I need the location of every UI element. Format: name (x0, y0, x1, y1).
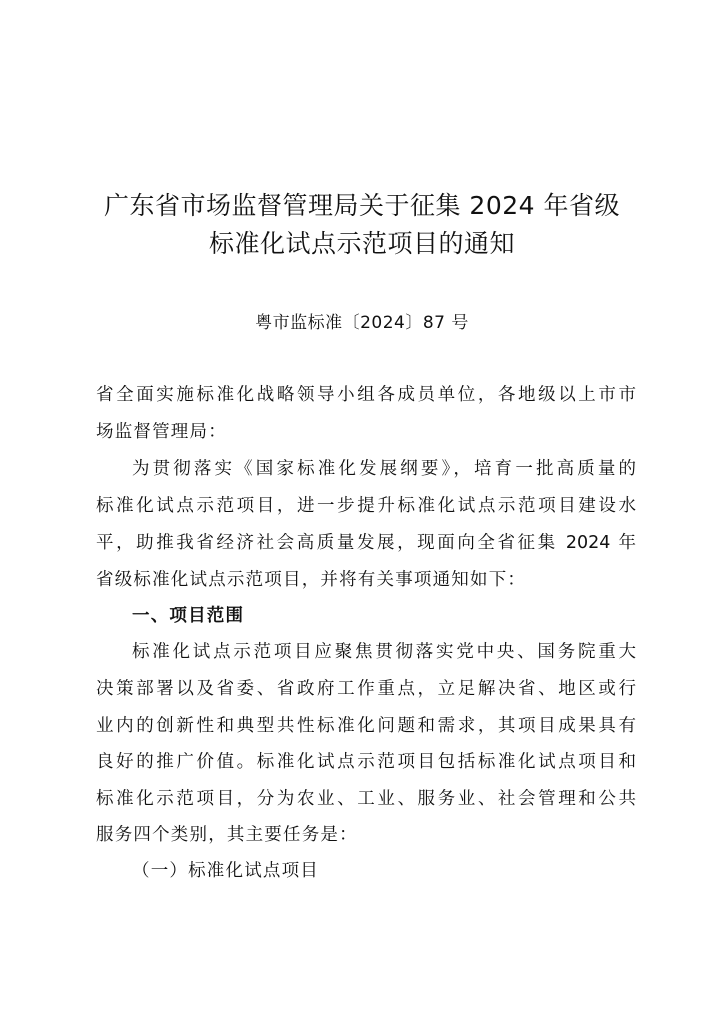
paragraph-1-line-1: 为贯彻落实《国家标准化发展纲要》，培育一批高质量的 (132, 459, 636, 479)
paragraph-2-line-2: 决策部署以及省委、省政府工作重点，立足解决省、地区或行 (96, 679, 636, 699)
paragraph-2-line-4: 良好的推广价值。标准化试点示范项目包括标准化试点项目和 (96, 752, 636, 772)
paragraph-2-line-6: 服务四个类别，其主要任务是： (96, 825, 358, 845)
document-title (60, 187, 664, 263)
paragraph-1-line-2: 标准化试点示范项目，进一步提升标准化试点示范项目建设水 (96, 496, 636, 516)
title-line-2: 标准化试点示范项目的通知 (208, 229, 515, 258)
subsection-heading-pilot-projects: （一）标准化试点项目 (132, 861, 319, 881)
paragraph-1-line-3: 平，助推我省经济社会高质量发展，现面向全省征集 2024 年 (96, 533, 636, 553)
section-heading-project-scope: 一、项目范围 (132, 606, 245, 626)
paragraph-2-line-5: 标准化示范项目，分为农业、工业、服务业、社会管理和公共 (96, 789, 636, 809)
addressee-line-2: 场监督管理局： (96, 422, 227, 442)
addressee-line-1: 省全面实施标准化战略领导小组各成员单位，各地级以上市市 (96, 385, 636, 405)
paragraph-1-line-4: 省级标准化试点示范项目，并将有关事项通知如下： (96, 570, 527, 590)
title-line-1: 广东省市场监督管理局关于征集 2024 年省级 (103, 191, 621, 220)
document-number: 粤市监标准〔2024〕87 号 (255, 313, 469, 333)
paragraph-2-line-3: 业内的创新性和典型共性标准化问题和需求，其项目成果具有 (96, 716, 636, 736)
paragraph-2-line-1: 标准化试点示范项目应聚焦贯彻落实党中央、国务院重大 (132, 642, 636, 662)
